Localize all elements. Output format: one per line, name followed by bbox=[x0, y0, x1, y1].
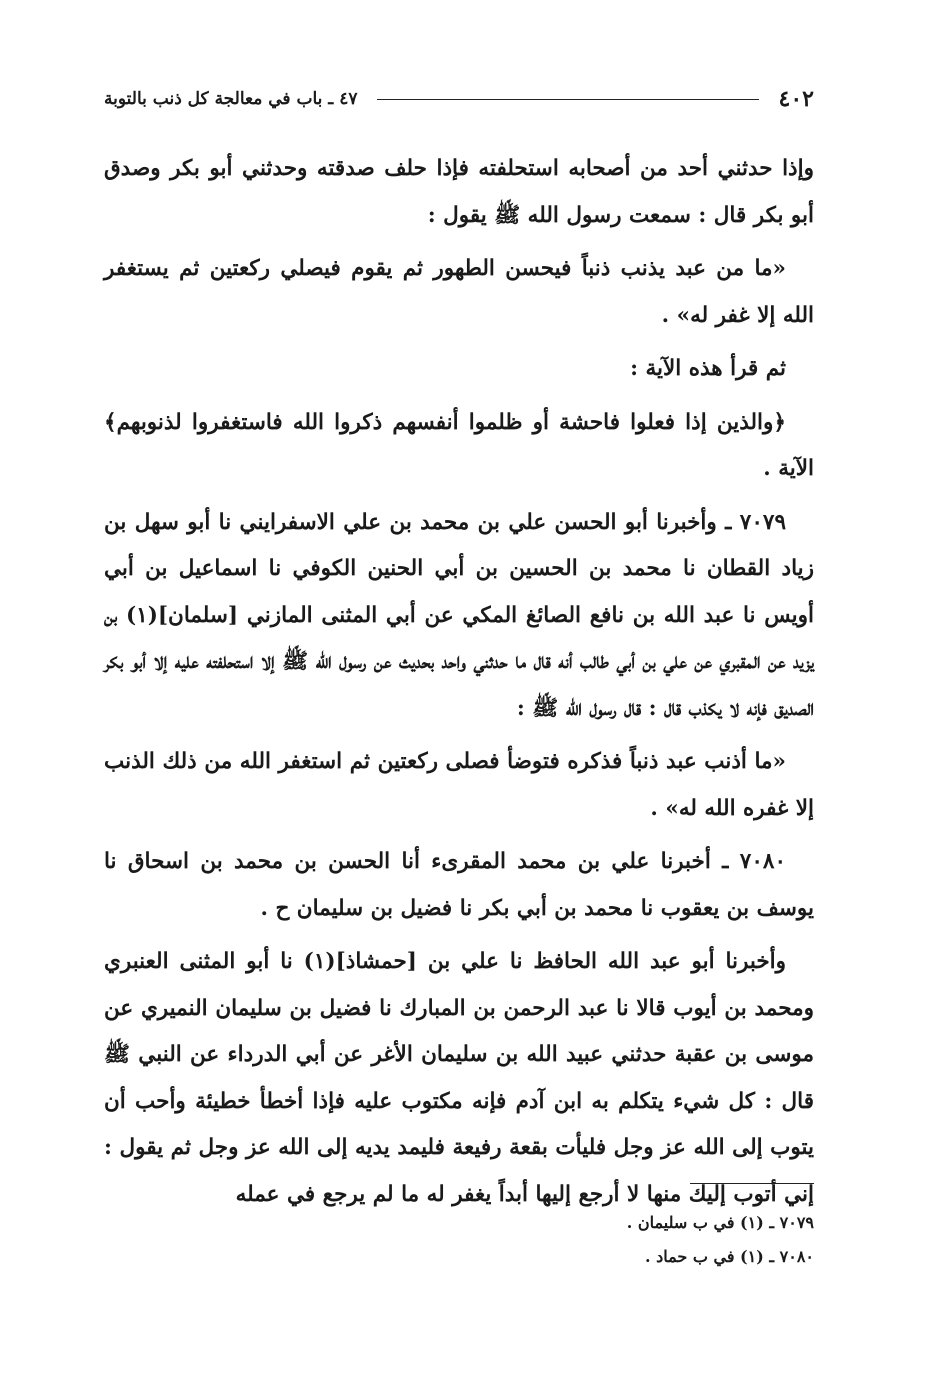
hadith-number: ٧٠٧٩ bbox=[739, 509, 786, 535]
hadith-7079 bbox=[104, 500, 814, 733]
page-header bbox=[104, 84, 814, 114]
page-number: ٤٠٢ bbox=[778, 86, 814, 112]
header-rule bbox=[377, 99, 758, 100]
paragraph-continuation: وإذا حدثني أحد من أصحابه استحلفته فإذا حلف صدقته وحدثني أبو بكر وصدق أبو بكر قال : سمعت رسول الله ﷺ يقول : bbox=[104, 156, 814, 228]
footnotes bbox=[104, 1206, 814, 1274]
hadith-text: ـ أخبرنا علي بن محمد المقرىء أنا الحسن بن محمد بن اسحاق نا يوسف بن يعقوب نا محمد بن أبي بكر نا فضيل بن سليمان ح . bbox=[104, 849, 814, 921]
running-title: ٤٧ ـ باب في معالجة كل ذنب بالتوبة bbox=[104, 89, 358, 109]
hadith-7080 bbox=[104, 839, 814, 932]
hadith-quote: «ما أذنب عبد ذنباً فذكره فتوضأ فصلى ركعتين ثم استغفر الله من ذلك الذنب إلا غفره الله له» . bbox=[104, 749, 814, 821]
hadith-text: ـ وأخبرنا أبو الحسن علي بن محمد بن علي الاسفرايني نا أبو سهل بن زياد القطان نا محمد بن الحسين بن أبي الحنين الكوفي نا اسماعيل بن أبي أويس نا عبد الله بن نافع الصائغ المكي عن أبي المثنى المازني [سلمان](١) بن يزيد عن المقبري عن علي بن أبي طالب أنه قال ما حدثني واحد بحديث عن رسول الله ﷺ إلا استحلفته عليه إلا أبو بكر الصديق فإنه لا يكذب قال : قال رسول الله ﷺ : bbox=[104, 509, 814, 721]
quran-verse: ﴿والذين إذا فعلوا فاحشة أو ظلموا أنفسهم ذكروا الله فاستغفروا لذنوبهم﴾ الآية . bbox=[104, 409, 814, 481]
footnote: ٧٠٨٠ ـ (١) في ب حماد . bbox=[645, 1247, 814, 1266]
main-text bbox=[104, 146, 814, 1225]
footnote-separator bbox=[690, 1183, 814, 1184]
hadith-number: ٧٠٨٠ bbox=[739, 849, 786, 874]
footnote: ٧٠٧٩ ـ (١) في ب سليمان . bbox=[626, 1213, 814, 1232]
chain-of-narration: وأخبرنا أبو عبد الله الحافظ نا علي بن [حمشاذ](١) نا أبو المثنى العنبري ومحمد بن أيوب قالا نا عبد الرحمن بن المبارك نا فضيل بن سليمان النميري عن موسى بن عقبة حدثني عبيد الله بن سليمان الأغر عن أبي الدرداء عن النبي ﷺ قال : كل شيء يتكلم به ابن آدم فإنه مكتوب عليه فإذا أخطأ خطيئة وأحب أن يتوب إلى الله عز وجل فليأت بقعة رفيعة فليمد يديه إلى الله عز وجل ثم يقول : إني أتوب إليك منها لا أرجع إليها أبداً يغفر له ما لم يرجع في عمله bbox=[104, 949, 814, 1207]
verse-intro: ثم قرأ هذه الآية : bbox=[630, 356, 786, 381]
hadith-quote: «ما من عبد يذنب ذنباً فيحسن الطهور ثم يقوم فيصلي ركعتين ثم يستغفر الله إلا غفر له» . bbox=[104, 256, 814, 328]
